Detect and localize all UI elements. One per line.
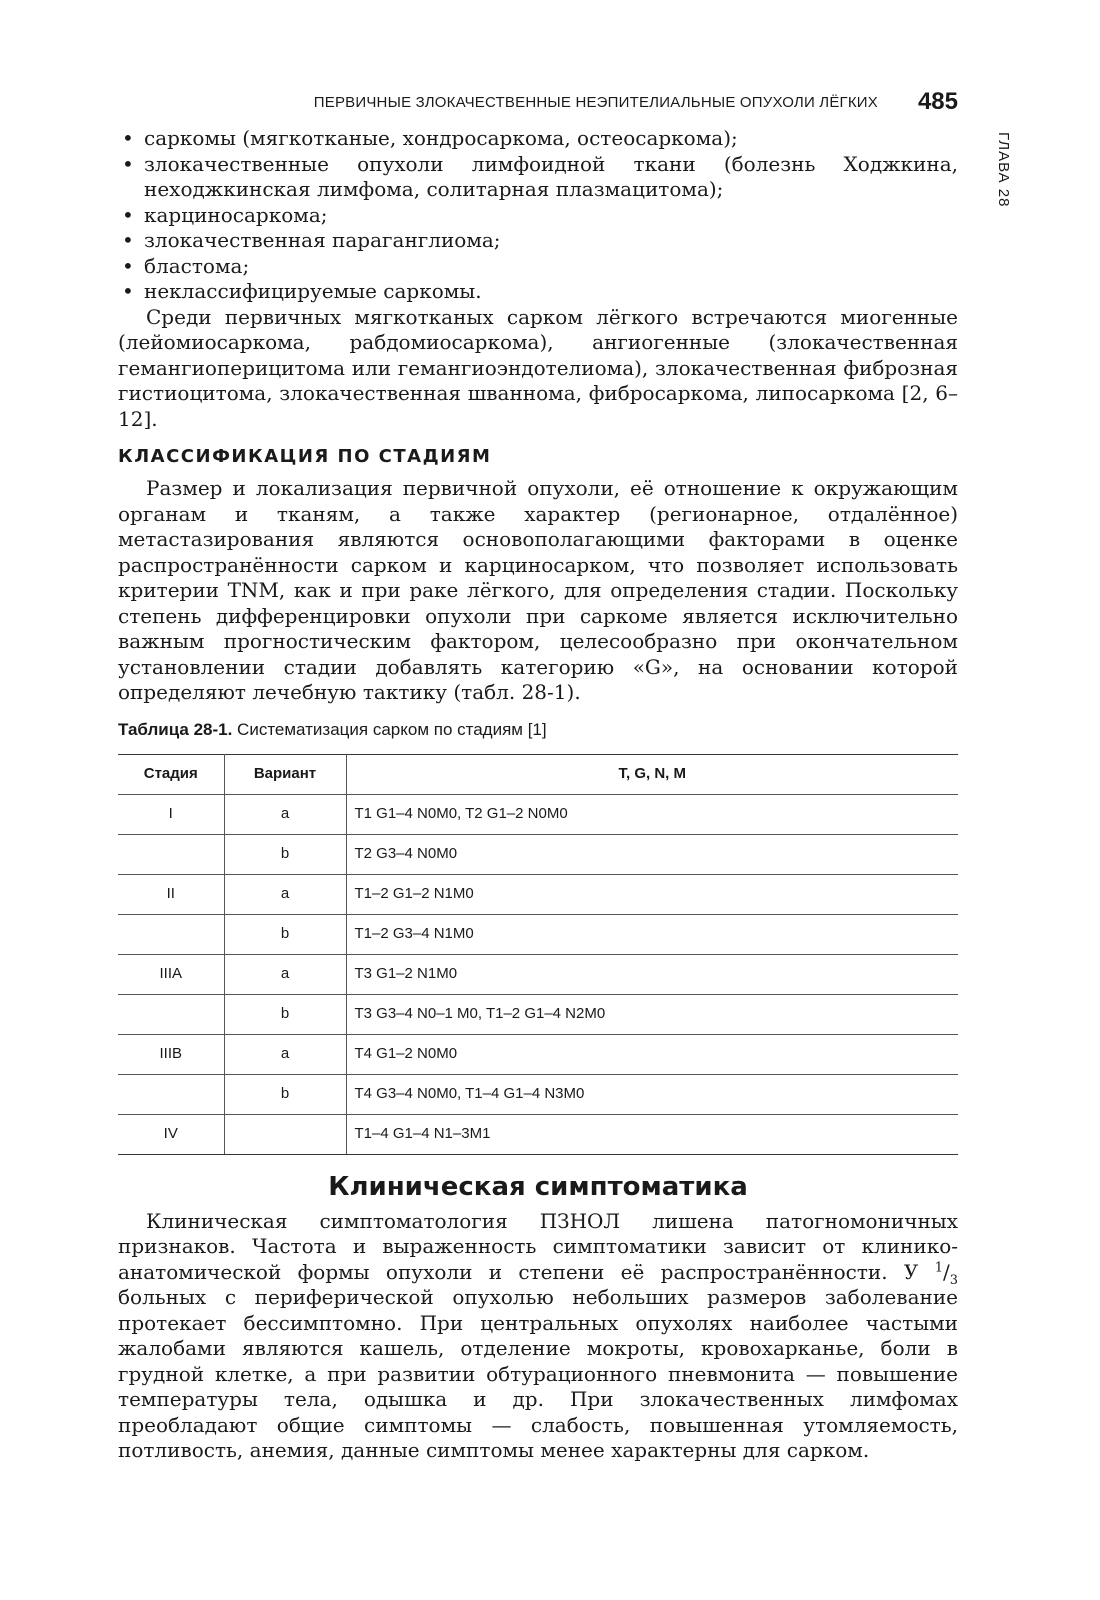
cell-variant <box>224 1114 346 1154</box>
cell-variant: a <box>224 794 346 834</box>
list-item: • саркомы (мягкотканые, хондросаркома, остеосаркома); <box>118 126 958 152</box>
chapter-heading-clinical-symptoms: Клиническая симптоматика <box>328 1171 748 1202</box>
table-row <box>118 1114 958 1154</box>
cell-variant: a <box>224 874 346 914</box>
table-row <box>118 994 958 1034</box>
cell-stage: IIIA <box>118 954 224 994</box>
cell-tgnm: T1–2 G3–4 N1M0 <box>346 914 958 954</box>
page-number: 485 <box>917 88 958 115</box>
cell-variant: b <box>224 1074 346 1114</box>
cell-variant: a <box>224 1034 346 1074</box>
cell-tgnm: T1–2 G1–2 N1M0 <box>346 874 958 914</box>
tumor-types-list <box>118 126 958 305</box>
fraction-numerator: 1 <box>934 1259 943 1275</box>
running-title: ПЕРВИЧНЫЕ ЗЛОКАЧЕСТВЕННЫЕ НЕЭПИТЕЛИАЛЬНЫЕ ОПУХОЛИ ЛЁГКИХ <box>313 94 878 111</box>
list-item: • неклассифицируемые саркомы. <box>118 279 958 305</box>
page-content <box>118 126 958 1464</box>
cell-tgnm: T3 G1–2 N1M0 <box>346 954 958 994</box>
paragraph-staging: Размер и локализация первичной опухоли, её отношение к окружающим органам и тканям, а также характер (регионарное, отдалённое) метастазирования являются основополагающими факторами в оценке распространённости сарком и карциносарком, что позволяет использовать критерии TNM, как и при раке лёгкого, для определения стадии. Поскольку степень дифференцировки опухоли при саркоме является исключительно важным прогностическим фактором, целесообразно при окончательном установлении стадии добавлять категорию «G», на основании которой определяют лечебную тактику (табл. 28-1). <box>118 476 958 704</box>
cell-variant: b <box>224 834 346 874</box>
cell-tgnm: T4 G1–2 N0M0 <box>346 1034 958 1074</box>
table-row <box>118 794 958 834</box>
fraction-denominator: 3 <box>949 1272 958 1288</box>
paragraph-text-after-fraction: больных с периферической опухолью небольших размеров заболевание протекает бессимптомно. При центральных опухолях наиболее частыми жалобами являются кашель, отделение мокроты, кровохарканье, боли в грудной клетке, а при развитии обтурационного пневмонита — повышение температуры тела, одышка и др. При злокачественных лимфомах преобладают общие симптомы — слабость, повышенная утомляемость, потливость, анемия, данные симптомы менее характерны для сарком. <box>118 1285 958 1462</box>
cell-variant: b <box>224 914 346 954</box>
page-header <box>118 88 958 118</box>
cell-stage <box>118 914 224 954</box>
cell-variant: b <box>224 994 346 1034</box>
cell-tgnm: T3 G3–4 N0–1 M0, T1–2 G1–4 N2M0 <box>346 994 958 1034</box>
table-row <box>118 1074 958 1114</box>
cell-variant: a <box>224 954 346 994</box>
table-row <box>118 834 958 874</box>
table-header-row <box>118 754 958 794</box>
table-row <box>118 874 958 914</box>
paragraph-text-before-fraction: Клиническая симптоматология ПЗНОЛ лишена патогномоничных признаков. Частота и выраженность симптоматики зависит от клинико-анатомической формы опухоли и степени её распространённости. У <box>118 1208 958 1284</box>
cell-tgnm: T1–4 G1–4 N1–3M1 <box>346 1114 958 1154</box>
cell-tgnm: T4 G3–4 N0M0, T1–4 G1–4 N3M0 <box>346 1074 958 1114</box>
list-item: • злокачественные опухоли лимфоидной ткани (болезнь Ходжкина, неходжкинская лимфома, солитарная плазмацитома); <box>118 152 958 203</box>
cell-stage <box>118 834 224 874</box>
fraction-slash: / <box>942 1259 950 1284</box>
chapter-side-label: ГЛАВА 28 <box>995 132 1012 208</box>
list-item: • злокачественная параганглиома; <box>118 228 958 254</box>
table-caption <box>118 718 958 742</box>
header-stage: Стадия <box>118 754 224 794</box>
cell-tgnm: T1 G1–4 N0M0, T2 G1–2 N0M0 <box>346 794 958 834</box>
list-item: • бластома; <box>118 254 958 280</box>
header-tgnm: T, G, N, M <box>346 754 958 794</box>
table-caption-label: Таблица 28-1. <box>118 719 233 739</box>
table-caption-text: Систематизация сарком по стадиям [1] <box>232 719 547 739</box>
staging-table <box>118 754 958 1155</box>
table-row <box>118 1034 958 1074</box>
header-variant: Вариант <box>224 754 346 794</box>
paragraph-soft-tissue-sarcomas: Среди первичных мягкотканых сарком лёгкого встречаются миогенные (лейомиосаркома, рабдомиосаркома), ангиогенные (злокачественная гемангиоперицитома или гемангиоэндотелиома), злокачественная фиброзная гистиоцитома, злокачественная шваннома, фибросаркома, липосаркома [2, 6–12]. <box>118 304 958 431</box>
list-item: • карциносаркома; <box>118 203 958 229</box>
paragraph-clinical-symptoms <box>118 1209 958 1464</box>
cell-stage: II <box>118 874 224 914</box>
table-row <box>118 954 958 994</box>
section-heading-staging: КЛАССИФИКАЦИЯ ПО СТАДИЯМ <box>118 446 492 467</box>
cell-stage: IV <box>118 1114 224 1154</box>
cell-stage <box>118 994 224 1034</box>
cell-tgnm: T2 G3–4 N0M0 <box>346 834 958 874</box>
cell-stage: I <box>118 794 224 834</box>
cell-stage: IIIB <box>118 1034 224 1074</box>
cell-stage <box>118 1074 224 1114</box>
table-row <box>118 914 958 954</box>
